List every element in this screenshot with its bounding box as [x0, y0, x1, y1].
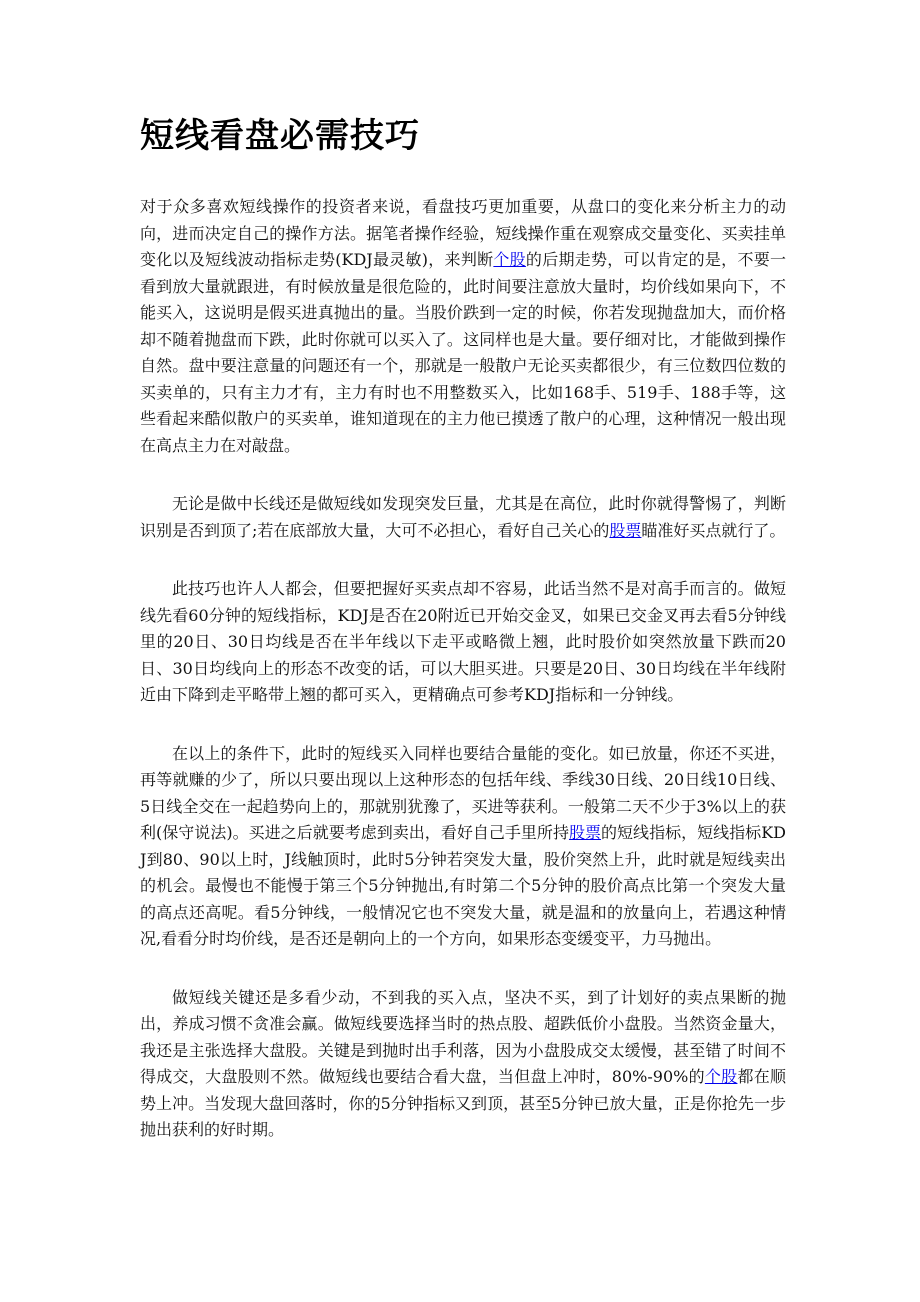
text-segment: 做短线关键还是多看少动，不到我的买入点，坚决不买，到了计划好的卖点果断的抛出，养成习惯不贪准会赢。做短线要选择当时的热点股、超跌低价小盘股。当然资金量大，我还是主张选择大盘股。关键是到抛时出手利落，因为小盘股成交太缓慢，甚至错了时间不得成交，大盘股则不然。做短线也要结合看大盘，当但盘上冲时，80%-90%的 [140, 987, 786, 1086]
stock-link[interactable]: 个股 [704, 1067, 738, 1086]
text-segment: 此技巧也许人人都会，但要把握好买卖点却不容易，此话当然不是对高手而言的。做短线先看60分钟的短线指标，KDJ是否在20附近已开始交金叉，如果已交金叉再去看5分钟线里的20日、30日均线是否在半年线以下走平或略微上翘，此时股价如突然放量下跌而20日、30日均线向上的形态不改变的话，可以大胆买进。只要是20日、30日均线在半年线附近由下降到走平略带上翘的都可买入，更精确点可参考KDJ指标和一分钟线。 [140, 579, 786, 704]
text-segment: 无论是做中长线还是做短线如发现突发巨量，尤其是在高位，此时你就得警惕了，判断识别是否到顶了;若在底部放大量，大可不必担心，看好自己关心的 [140, 494, 786, 540]
stock-link[interactable]: 股票 [568, 823, 602, 842]
text-segment: 的短线指标，短线指标KDJ到80、90以上时，J线触顶时，此时5分钟若突发大量，股价突然上升，此时就是短线卖出的机会。最慢也不能慢于第三个5分钟抛出,有时第二个5分钟的股价高点比第一个突发大量的高点还高呢。看5分钟线，一般情况它也不突发大量，就是温和的放量向上，若遇这种情况,看看分时均价线，是否还是朝向上的一个方向，如果形态变缓变平，力马抛出。 [140, 823, 786, 948]
text-segment: 瞄准好买点就行了。 [641, 520, 786, 540]
paragraph-1 [140, 194, 786, 459]
text-segment: 对于众多喜欢短线操作的投资者来说，看盘技巧更加重要，从盘口的变化来分析主力的动向，进而决定自己的操作方法。据笔者操作经验，短线操作重在观察成交量变化、买卖挂单变化以及短线波动指标走势(KDJ最灵敏)，来判断 [140, 197, 786, 269]
paragraph-3 [140, 576, 786, 709]
paragraph-4 [140, 741, 786, 953]
stock-link[interactable]: 个股 [493, 250, 526, 269]
text-segment: 在以上的条件下，此时的短线买入同样也要结合量能的变化。如已放量，你还不买进，再等就赚的少了，所以只要出现以上这种形态的包括年线、季线30日线、20日线10日线、5日线全交在一起趋势向上的，那就别犹豫了，买进等获利。一般第二天不少于3%以上的获利(保守说法)。买进之后就要考虑到卖出，看好自己手里所持 [140, 743, 786, 842]
stock-link[interactable]: 股票 [609, 520, 642, 540]
page-title: 短线看盘必需技巧 [140, 116, 420, 156]
text-segment: 都在顺势上冲。当发现大盘回落时，你的5分钟指标又到顶，甚至5分钟已放大量，正是你抢先一步抛出获利的好时期。 [140, 1067, 786, 1139]
text-segment: 的后期走势，可以肯定的是，不要一看到放大量就跟进，有时候放量是很危险的，此时间要注意放大量时，均价线如果向下，不能买入，这说明是假买进真抛出的量。当股价跌到一定的时候，你若发现抛盘加大，而价格却不随着抛盘而下跌，此时你就可以买入了。这同样也是大量。要仔细对比，才能做到操作自然。盘中要注意量的问题还有一个，那就是一般散户无论买卖都很少，有三位数四位数的买卖单的，只有主力才有，主力有时也不用整数买入，比如168手、519手、188手等，这些看起来酷似散户的买卖单，谁知道现在的主力他已摸透了散户的心理，这种情况一般出现在高点主力在对敲盘。 [140, 250, 786, 455]
document-page [140, 110, 786, 1176]
paragraph-5 [140, 985, 786, 1144]
paragraph-2 [140, 491, 786, 544]
